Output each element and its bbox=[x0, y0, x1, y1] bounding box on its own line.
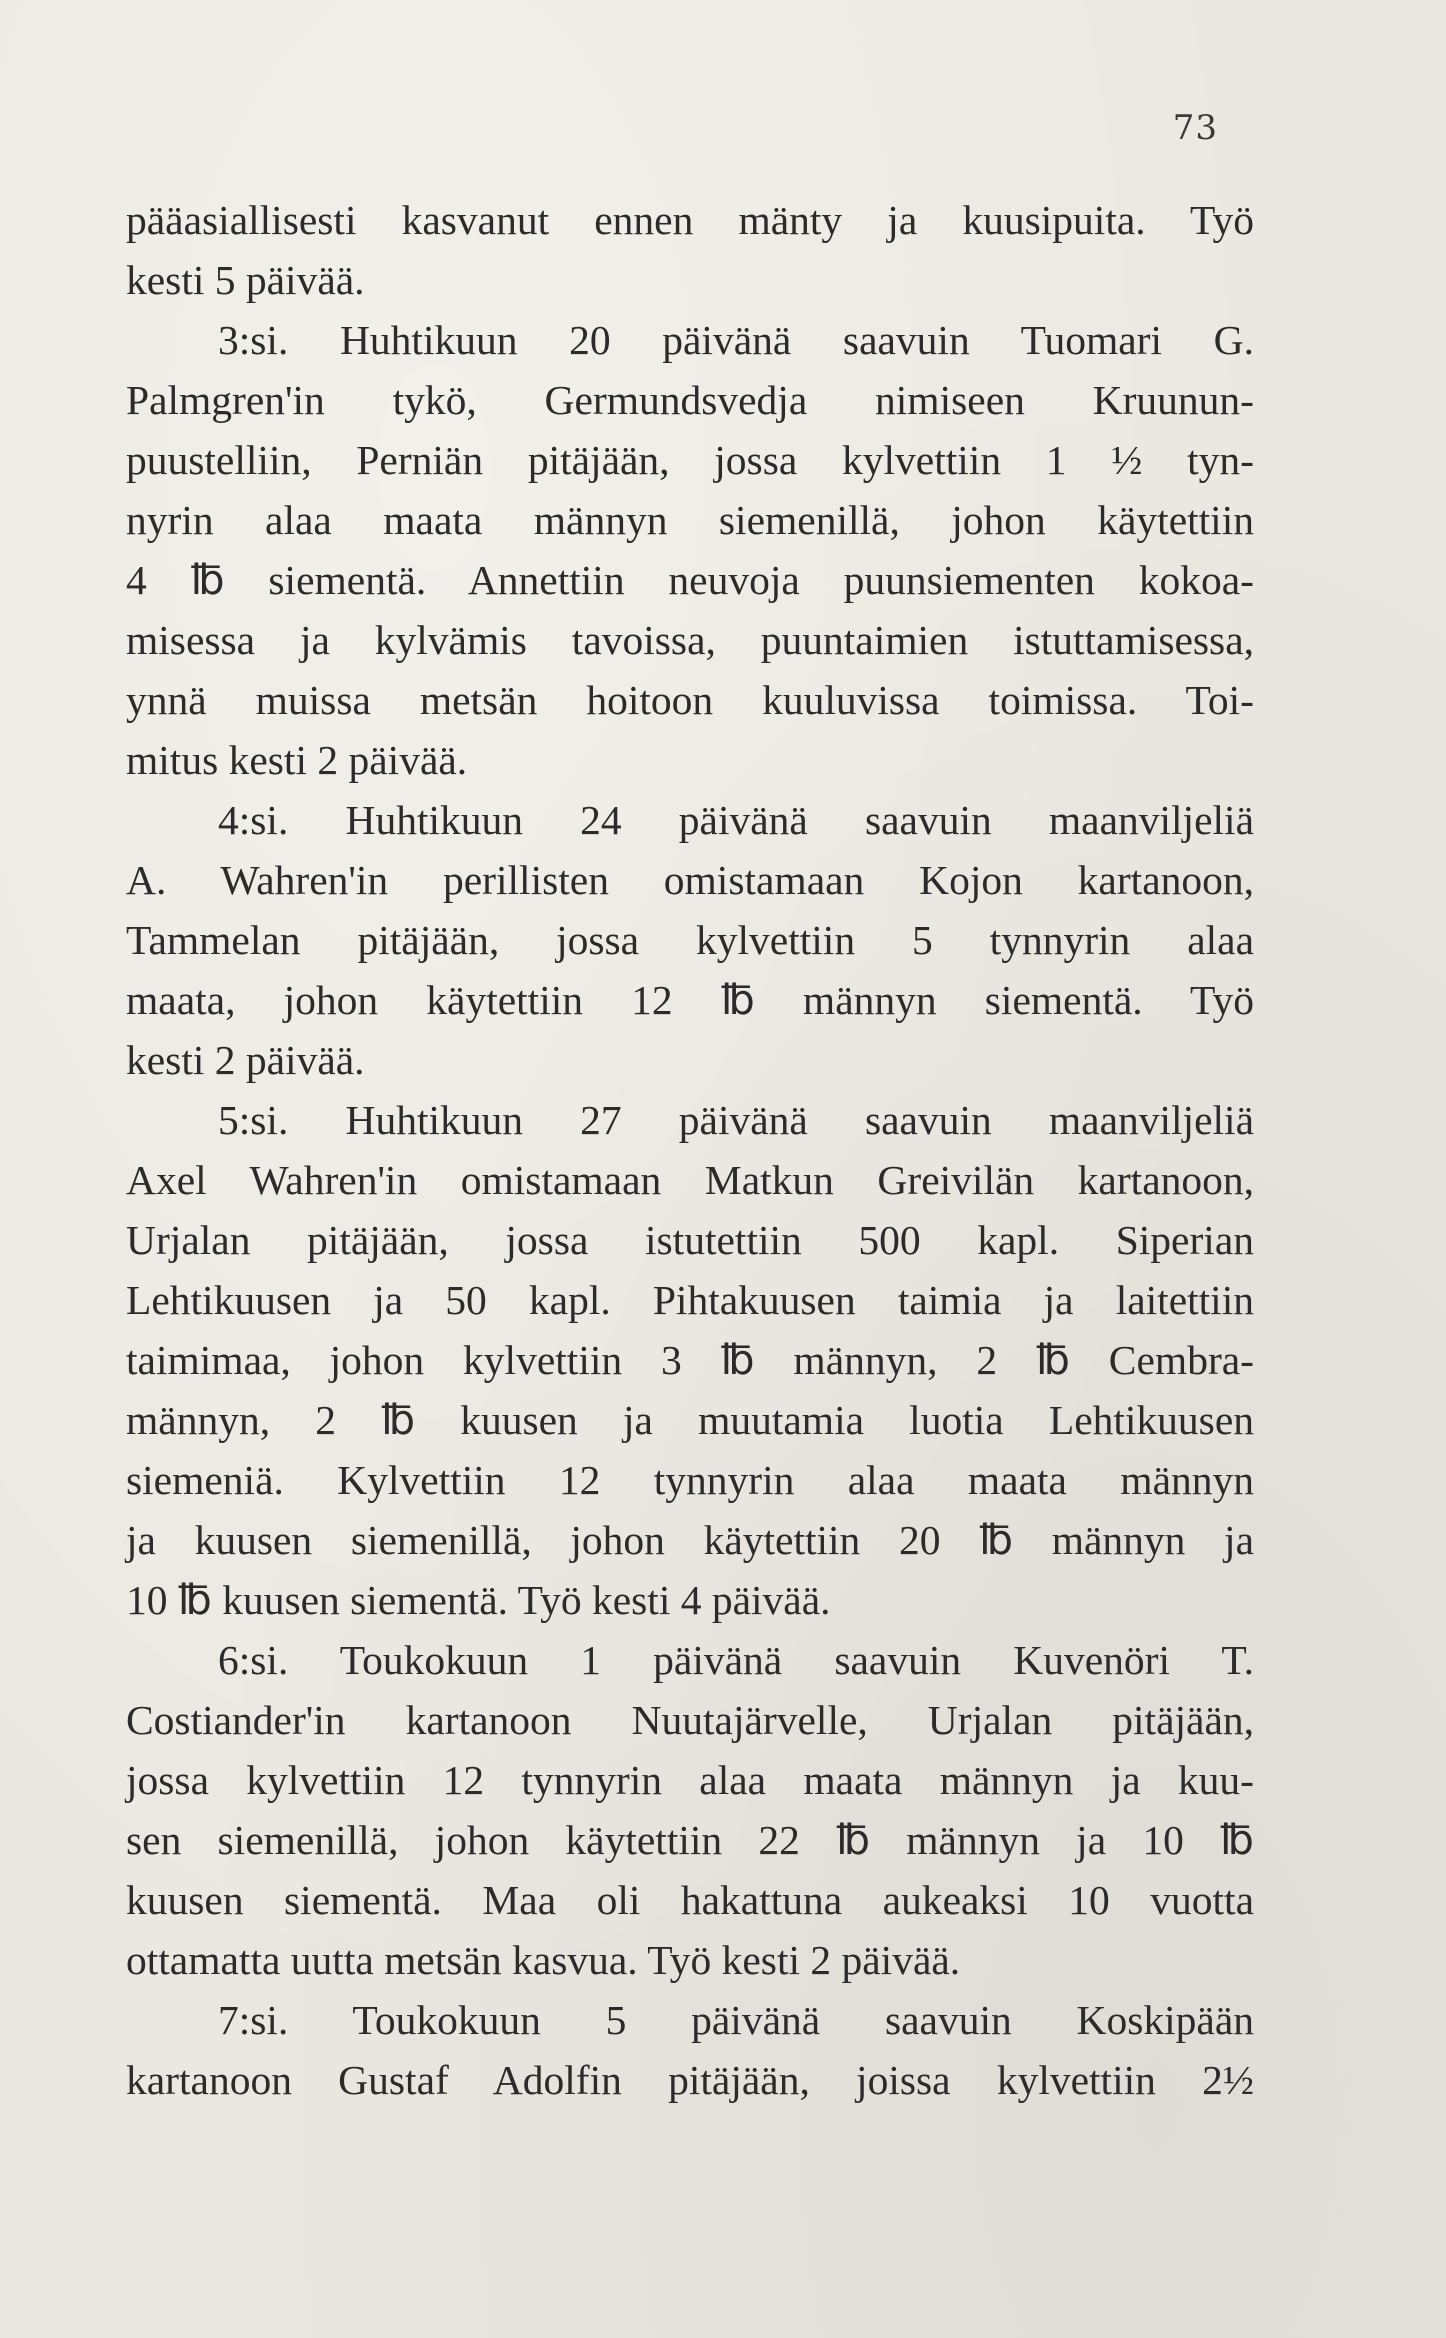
text-line: A. Wahren'in perillisten omistamaan Kojon kartanoon, bbox=[126, 857, 1254, 903]
text-line: 4 ℔ siementä. Annettiin neuvoja puunsiementen kokoa- bbox=[126, 557, 1254, 603]
text-line: siemeniä. Kylvettiin 12 tynnyrin alaa maata männyn bbox=[126, 1457, 1254, 1503]
text-line: Urjalan pitäjään, jossa istutettiin 500 kapl. Siperian bbox=[126, 1217, 1254, 1263]
text-line: taimimaa, johon kylvettiin 3 ℔ männyn, 2 ℔ Cembra- bbox=[126, 1337, 1254, 1383]
text-line: mitus kesti 2 päivää. bbox=[126, 737, 468, 783]
text-line: 3:si. Huhtikuun 20 päivänä saavuin Tuomari G. bbox=[218, 317, 1254, 363]
text-line: kuusen siementä. Maa oli hakattuna aukeaksi 10 vuotta bbox=[126, 1877, 1254, 1923]
text-line: 7:si. Toukokuun 5 päivänä saavuin Koskipään bbox=[218, 1997, 1254, 2043]
text-line: 4:si. Huhtikuun 24 päivänä saavuin maanviljeliä bbox=[218, 797, 1254, 843]
text-line: jossa kylvettiin 12 tynnyrin alaa maata männyn ja kuu- bbox=[126, 1757, 1254, 1803]
text-line: Lehtikuusen ja 50 kapl. Pihtakuusen taimia ja laitettiin bbox=[126, 1277, 1254, 1323]
text-line: Costiander'in kartanoon Nuutajärvelle, Urjalan pitäjään, bbox=[126, 1697, 1254, 1743]
text-line: Palmgren'in tykö, Germundsvedja nimiseen Kruunun- bbox=[126, 377, 1254, 423]
page-number: 73 bbox=[1172, 108, 1218, 148]
text-line: 6:si. Toukokuun 1 päivänä saavuin Kuvenöri T. bbox=[218, 1637, 1254, 1683]
body-text bbox=[126, 190, 1254, 2110]
text-line: Axel Wahren'in omistamaan Matkun Greivilän kartanoon, bbox=[126, 1157, 1254, 1203]
text-line: pääasiallisesti kasvanut ennen mänty ja kuusipuita. Työ bbox=[126, 197, 1254, 243]
text-line: sen siemenillä, johon käytettiin 22 ℔ männyn ja 10 ℔ bbox=[126, 1817, 1254, 1863]
text-line: Tammelan pitäjään, jossa kylvettiin 5 tynnyrin alaa bbox=[126, 917, 1254, 963]
text-line: misessa ja kylvämis tavoissa, puuntaimien istuttamisessa, bbox=[126, 617, 1254, 663]
text-line: ynnä muissa metsän hoitoon kuuluvissa toimissa. Toi- bbox=[126, 677, 1254, 723]
text-line: nyrin alaa maata männyn siemenillä, johon käytettiin bbox=[126, 497, 1254, 543]
text-line: 5:si. Huhtikuun 27 päivänä saavuin maanviljeliä bbox=[218, 1097, 1254, 1143]
text-line: ja kuusen siemenillä, johon käytettiin 20 ℔ männyn ja bbox=[126, 1517, 1254, 1563]
text-line: ottamatta uutta metsän kasvua. Työ kesti 2 päivää. bbox=[126, 1937, 961, 1983]
text-line: maata, johon käytettiin 12 ℔ männyn siementä. Työ bbox=[126, 977, 1254, 1023]
text-line: kesti 2 päivää. bbox=[126, 1037, 365, 1083]
text-line: kartanoon Gustaf Adolfin pitäjään, joissa kylvettiin 2½ bbox=[126, 2057, 1254, 2103]
text-line: 10 ℔ kuusen siementä. Työ kesti 4 päivää. bbox=[126, 1577, 831, 1623]
text-line: puustelliin, Perniän pitäjään, jossa kylvettiin 1 ½ tyn- bbox=[126, 437, 1254, 483]
text-line: männyn, 2 ℔ kuusen ja muutamia luotia Lehtikuusen bbox=[126, 1397, 1254, 1443]
text-line: kesti 5 päivää. bbox=[126, 257, 365, 303]
